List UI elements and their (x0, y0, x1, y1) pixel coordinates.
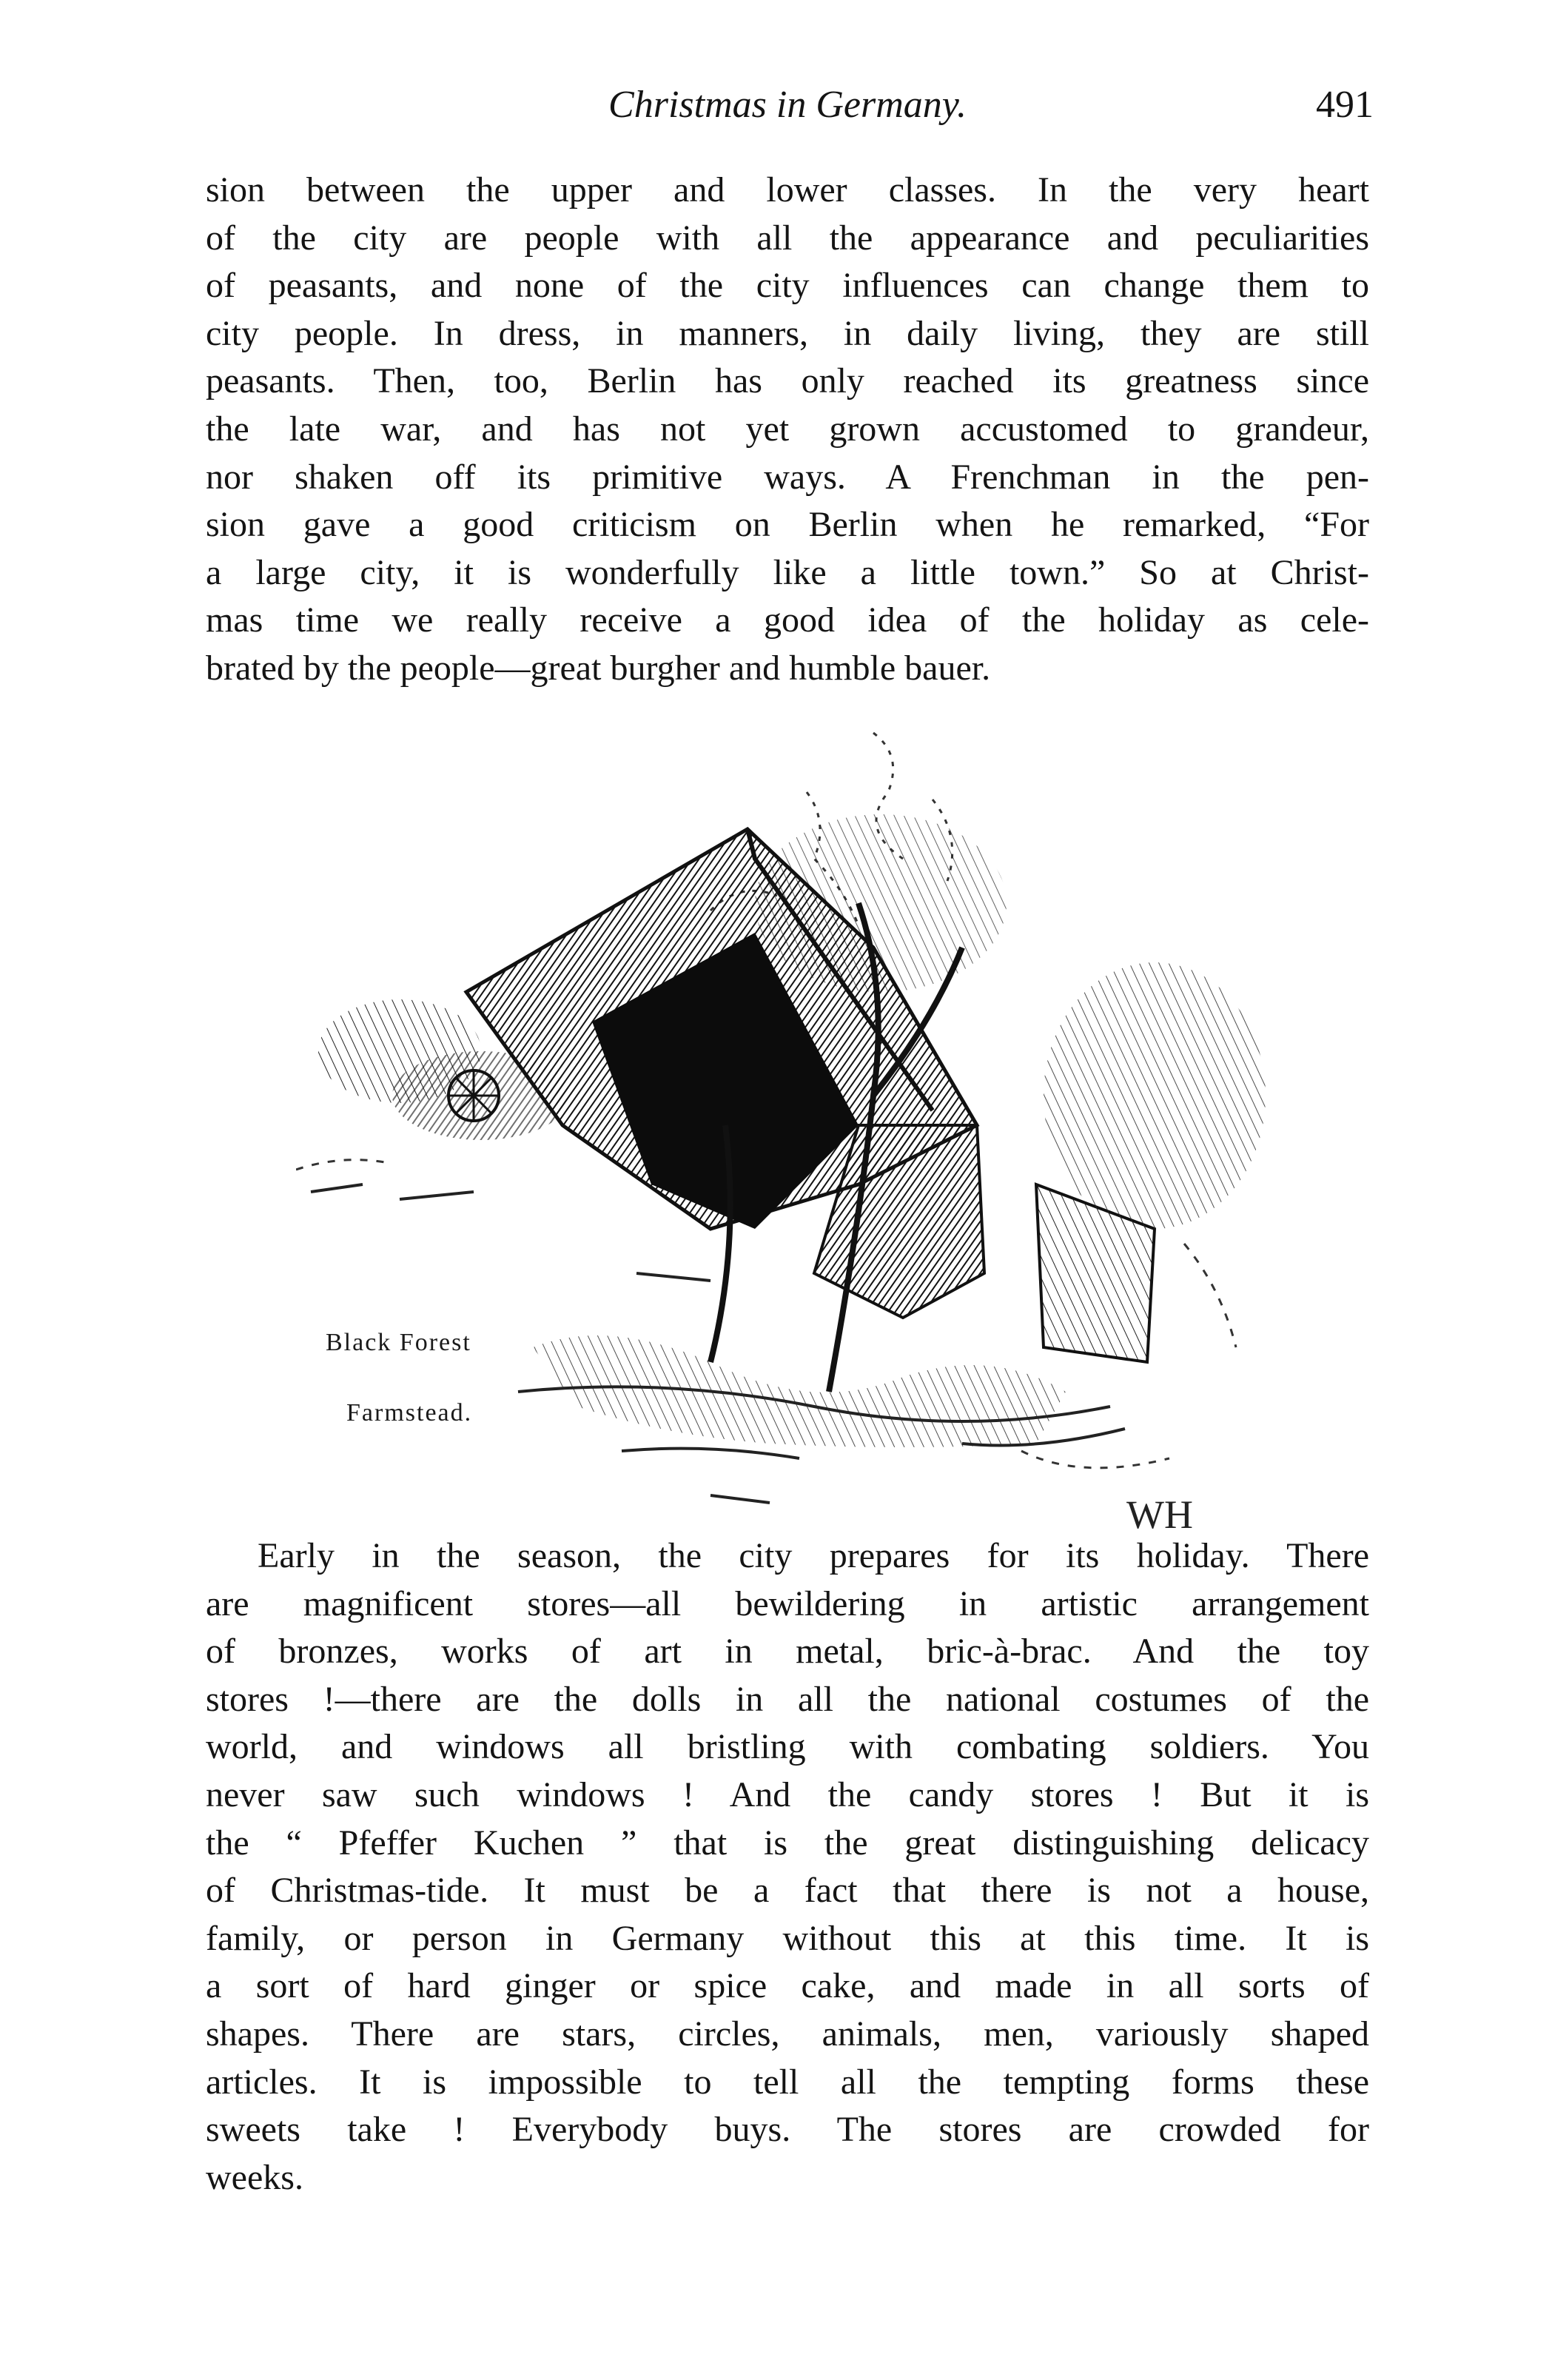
figure-caption-line-2: Farmstead. (346, 1399, 473, 1427)
text-line: stores !—there are the dolls in all the national costumes of the (206, 1679, 1369, 1719)
page-number: 491 (1316, 84, 1374, 126)
text-line: sion between the upper and lower classes. In the very heart (206, 170, 1369, 209)
text-line: shapes. There are stars, circles, animals, men, variously shaped (206, 2014, 1369, 2054)
text-line: of Christmas-tide. It must be a fact that there is not a house, (206, 1871, 1369, 1911)
text-line: sweets take ! Everybody buys. The stores are crowded for (206, 2110, 1369, 2150)
text-line: of the city are people with all the appearance and peculiarities (206, 218, 1369, 258)
text-line: nor shaken off its primitive ways. A Frenchman in the pen- (206, 457, 1369, 497)
text-line: family, or person in Germany without this at this time. It is (206, 1918, 1369, 1958)
text-line: world, and windows all bristling with combating soldiers. You (206, 1727, 1369, 1767)
artist-monogram: WH (1126, 1492, 1193, 1537)
text-line: peasants. Then, too, Berlin has only reached its greatness since (206, 361, 1369, 401)
text-line: are magnificent stores—all bewildering in artistic arrangement (206, 1583, 1369, 1623)
paragraph-2 (206, 1532, 1369, 2202)
text-line: brated by the people—great burgher and humble bauer. (206, 648, 991, 688)
text-line: weeks. (206, 2157, 303, 2197)
text-line: a sort of hard ginger or spice cake, and made in all sorts of (206, 1966, 1369, 2006)
text-line: city people. In dress, in manners, in daily living, they are still (206, 313, 1369, 353)
text-line: of bronzes, works of art in metal, bric-à-brac. And the toy (206, 1632, 1369, 1672)
text-line: of peasants, and none of the city influences can change them to (206, 266, 1369, 306)
text-line: articles. It is impossible to tell all the tempting forms these (206, 2062, 1369, 2102)
text-line: mas time we really receive a good idea of the holiday as cele- (206, 600, 1369, 640)
text-line: never saw such windows ! And the candy stores ! But it is (206, 1774, 1369, 1814)
running-title: Christmas in Germany. (608, 84, 967, 126)
text-line: the “ Pfeffer Kuchen ” that is the great distinguishing delicacy (206, 1823, 1369, 1863)
page-header (201, 83, 1374, 142)
text-line: the late war, and has not yet grown accustomed to grandeur, (206, 409, 1369, 449)
text-line: sion gave a good criticism on Berlin when he remarked, “For (206, 505, 1369, 545)
text-line: Early in the season, the city prepares for its holiday. There (258, 1536, 1369, 1575)
paragraph-1 (206, 167, 1369, 693)
figure-caption-line-1: Black Forest (326, 1329, 471, 1356)
text-line: a large city, it is wonderfully like a little town.” So at Christ- (206, 552, 1369, 592)
